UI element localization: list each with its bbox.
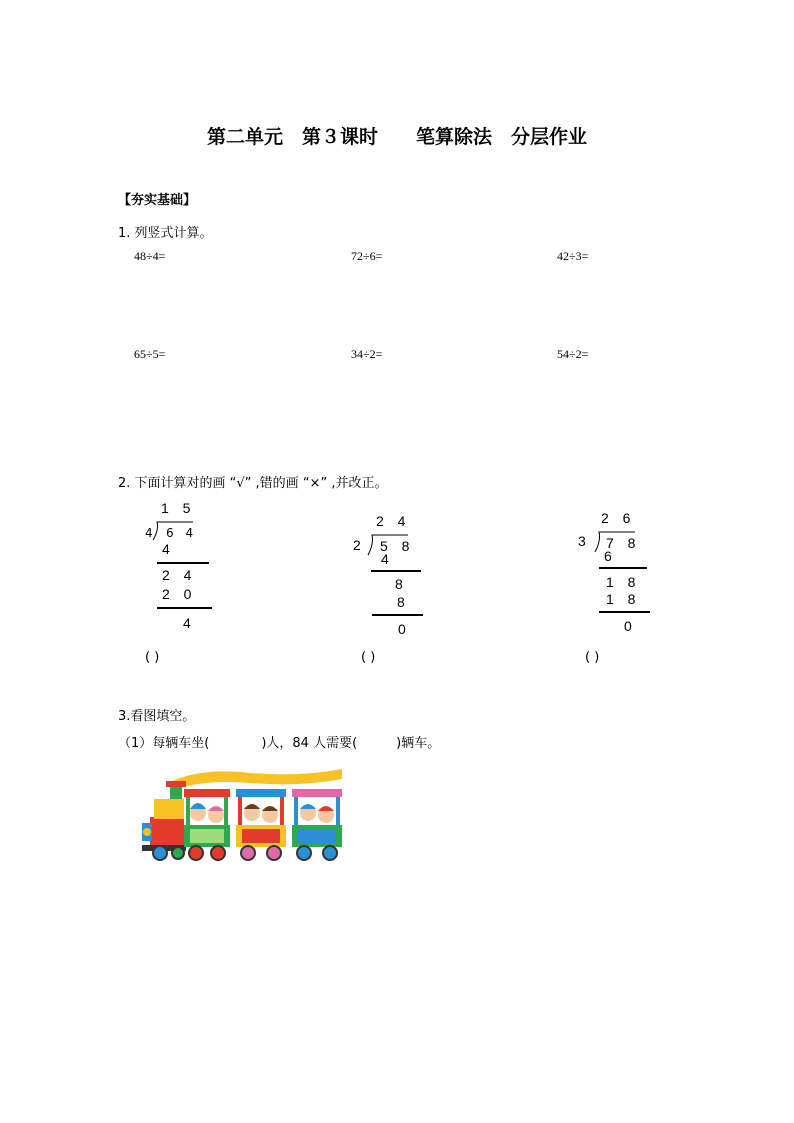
step-dividend: 8: [395, 576, 408, 592]
calc-item: 48÷4=: [134, 249, 166, 263]
dividend: 5 8: [380, 538, 415, 554]
answer-blank[interactable]: ( ): [585, 650, 600, 665]
section-heading: 【夯实基础】: [118, 193, 197, 208]
question-1-label: 1. 列竖式计算。: [118, 226, 213, 241]
dividend: 7 8: [606, 535, 641, 551]
answer-blank[interactable]: ( ): [145, 650, 160, 665]
step-product: 4: [162, 541, 175, 557]
question-3-label: 3.看图填空。: [118, 709, 196, 724]
calc-item: 65÷5=: [134, 347, 166, 361]
rule-line: [599, 611, 650, 613]
remainder: 4: [183, 615, 196, 631]
page-title: 第二单元 第３课时 笔算除法 分层作业: [206, 126, 587, 148]
calc-item: 34÷2=: [351, 347, 383, 361]
divisor: 3: [578, 533, 591, 549]
calc-item: 42÷3=: [557, 249, 589, 263]
rule-line: [599, 567, 647, 569]
rule-line: [372, 614, 423, 616]
step-product: 4: [381, 551, 394, 567]
rule-line: [157, 562, 209, 564]
step-dividend: 2 4: [162, 567, 197, 583]
step-product: 8: [397, 594, 410, 610]
question-3-sub-1: （1）每辆车坐( )人，84 人需要( )辆车。: [118, 736, 441, 751]
divisor: 2: [353, 537, 366, 553]
step-product: 2 0: [162, 586, 197, 602]
calc-item: 72÷6=: [351, 249, 383, 263]
answer-blank[interactable]: ( ): [361, 650, 376, 665]
step-dividend: 1 8: [606, 574, 641, 590]
step-product: 1 8: [606, 591, 641, 607]
rule-line: [371, 570, 421, 572]
quotient: 1 5: [161, 500, 196, 516]
question-2-label: 2. 下面计算对的画 “√” ,错的画 “×” ,并改正。: [118, 476, 388, 491]
train-illustration: [140, 765, 350, 865]
quotient: 2 4: [376, 513, 411, 529]
calc-item: 54÷2=: [557, 347, 589, 361]
remainder: 0: [624, 618, 637, 634]
divisor: 4: [145, 526, 153, 540]
step-product: 6: [604, 548, 617, 564]
rule-line: [157, 607, 212, 609]
quotient: 2 6: [601, 510, 636, 526]
dividend: 6 4: [166, 526, 198, 540]
remainder: 0: [398, 621, 411, 637]
